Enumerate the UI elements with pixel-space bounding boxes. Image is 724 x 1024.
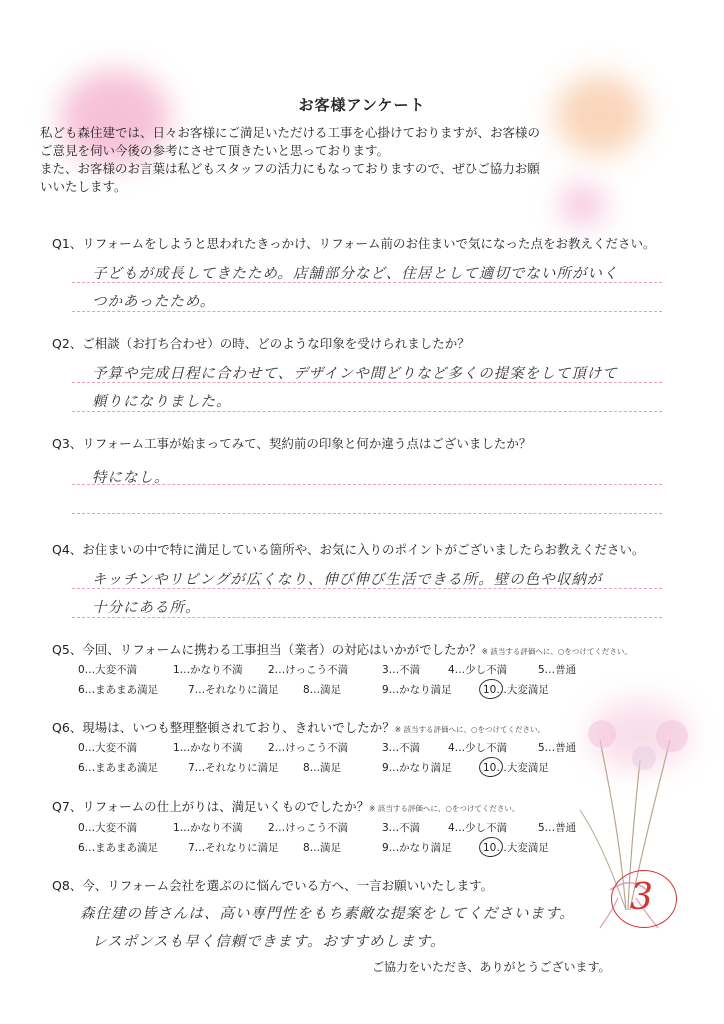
rating-note: ※ 該当する評価へに、○をつけてください。 (481, 647, 632, 656)
answer-1-line-1: 子どもが成長してきたため。店舗部分など、住居として適切でない所がいく (92, 266, 619, 282)
answer-guide-line (72, 617, 662, 618)
rating-option-9[interactable]: 9…かなり満足 (382, 762, 452, 774)
rating-option-8[interactable]: 8…満足 (303, 842, 342, 854)
page-title: お客様アンケート (298, 96, 426, 114)
rating-option-7[interactable]: 7…それなりに満足 (188, 684, 279, 696)
selected-rating-circle (478, 755, 505, 778)
thanks-message: ご協力をいただき、ありがとうございます。 (372, 960, 611, 974)
rating-option-5[interactable]: 5…普通 (538, 664, 577, 676)
score-value: 3 (630, 877, 653, 918)
rating-option-5[interactable]: 5…普通 (538, 742, 577, 754)
intro-text (40, 124, 690, 196)
rating-option-1[interactable]: 1…かなり不満 (173, 742, 243, 754)
answer-8-line-2: レスポンスも早く信頼できます。おすすめします。 (92, 934, 446, 950)
answer-4-line-2: 十分にある所。 (92, 600, 201, 616)
rating-option-4[interactable]: 4…少し不満 (448, 742, 508, 754)
question-2: Q2、ご相談（お打ち合わせ）の時、どのような印象を受けられましたか？ (52, 336, 470, 351)
selected-rating-circle (478, 835, 505, 858)
answer-1-line-2: つかあったため。 (92, 294, 216, 310)
question-8: Q8、今、リフォーム会社を選ぶのに悩んでいる方へ、一言お願いいたします。 (52, 878, 494, 893)
question-3: Q3、リフォーム工事が始まってみて、契約前の印象と何か違う点はございましたか？ (52, 436, 532, 451)
answer-guide-line (72, 382, 662, 383)
rating-option-1[interactable]: 1…かなり不満 (173, 664, 243, 676)
question-1: Q1、リフォームをしようと思われたきっかけ、リフォーム前のお住まいで気になった点をお教えください。 (52, 236, 656, 251)
answer-2-line-1: 予算や完成日程に合わせて、デザインや間どりなど多くの提案をして頂けて (92, 366, 618, 382)
rating-option-6[interactable]: 6…まあまあ満足 (78, 684, 159, 696)
rating-option-3[interactable]: 3…不満 (382, 822, 421, 834)
rating-option-5[interactable]: 5…普通 (538, 822, 577, 834)
rating-option-7[interactable]: 7…それなりに満足 (188, 762, 279, 774)
answer-guide-line (72, 311, 662, 312)
rating-option-6[interactable]: 6…まあまあ満足 (78, 842, 159, 854)
question-6-text: Q6、現場は、いつも整理整頓されており、きれいでしたか？ (52, 720, 395, 735)
answer-guide-line (72, 513, 662, 514)
question-4: Q4、お住まいの中で特に満足している箇所や、お気に入りのポイントがございましたらお教えください。 (52, 542, 645, 557)
rating-option-7[interactable]: 7…それなりに満足 (188, 842, 279, 854)
rating-option-0[interactable]: 0…大変不満 (78, 664, 138, 676)
rating-note: ※ 該当する評価へに、○をつけてください。 (394, 725, 546, 734)
rating-option-4[interactable]: 4…少し不満 (448, 822, 508, 834)
answer-guide-line (72, 588, 662, 589)
intro-line: いいたします。 (40, 179, 127, 194)
rating-note: ※ 該当する評価へに、○をつけてください。 (369, 804, 520, 813)
answer-guide-line (72, 282, 662, 283)
rating-option-9[interactable]: 9…かなり満足 (382, 684, 452, 696)
rating-option-3[interactable]: 3…不満 (382, 664, 421, 676)
rating-option-4[interactable]: 4…少し不満 (448, 664, 508, 676)
question-7 (52, 797, 519, 815)
rating-option-8[interactable]: 8…満足 (303, 684, 342, 696)
rating-option-0[interactable]: 0…大変不満 (78, 742, 138, 754)
answer-2-line-2: 頼りになりました。 (92, 394, 232, 410)
rating-option-2[interactable]: 2…けっこう不満 (268, 822, 349, 834)
answer-4-line-1: キッチンやリビングが広くなり、伸び伸び生活できる所。壁の色や収納が (92, 572, 603, 588)
answer-3-line-1: 特になし。 (92, 470, 170, 486)
question-5 (52, 640, 632, 658)
rating-option-0[interactable]: 0…大変不満 (78, 822, 138, 834)
intro-line: ご意見を伺い今後の参考にさせて頂きたいと思っております。 (40, 143, 390, 158)
rating-option-1[interactable]: 1…かなり不満 (173, 822, 243, 834)
rating-option-2[interactable]: 2…けっこう不満 (268, 664, 349, 676)
intro-line: また、お客様のお言葉は私どもスタッフの活力にもなっておりますので、ぜひご協力お願 (40, 161, 540, 176)
question-7-text: Q7、リフォームの仕上がりは、満足いくものでしたか？ (52, 799, 370, 814)
rating-option-9[interactable]: 9…かなり満足 (382, 842, 452, 854)
rating-option-10[interactable]: 10…大変満足 (483, 842, 549, 854)
answer-guide-line (72, 411, 662, 412)
rating-option-2[interactable]: 2…けっこう不満 (268, 742, 349, 754)
question-6 (52, 718, 545, 736)
intro-line: 私ども森住建では、日々お客様にご満足いただける工事を心掛けておりますが、お客様の (40, 125, 541, 140)
selected-rating-circle (478, 677, 505, 700)
answer-guide-line (72, 484, 662, 485)
question-5-text: Q5、今回、リフォームに携わる工事担当（業者）の対応はいかがでしたか？ (52, 642, 482, 657)
answer-8-line-1: 森住建の皆さんは、高い専門性をもち素敵な提案をしてくださいます。 (80, 906, 575, 922)
rating-option-3[interactable]: 3…不満 (382, 742, 421, 754)
rating-option-8[interactable]: 8…満足 (303, 762, 342, 774)
rating-option-10[interactable]: 10…大変満足 (483, 684, 549, 696)
rating-option-10[interactable]: 10…大変満足 (483, 762, 549, 774)
score-mark (611, 870, 677, 928)
rating-option-6[interactable]: 6…まあまあ満足 (78, 762, 159, 774)
